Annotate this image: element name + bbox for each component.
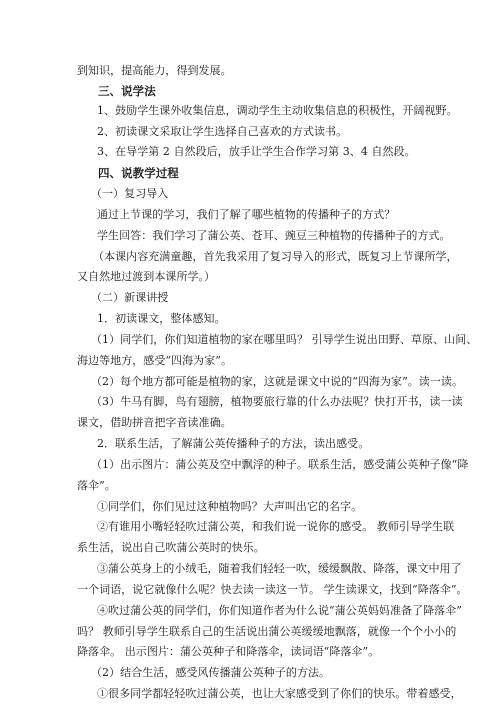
text-line: 又自然地过渡到本课所学。） — [77, 270, 216, 284]
text-line: （1）同学们，你们知道植物的家在哪里吗？ 引导学生说出田野、草原、山间、 — [91, 332, 478, 346]
text-line: 3、在导学第 2 自然段后，放手让学生合作学习第 3、4 自然段。 — [97, 145, 416, 159]
text-line: （3）牛马有脚，鸟有翅膀，植物要旅行靠的什么办法呢？快打开书，读一读 — [91, 395, 463, 409]
text-line: 吗？ 教师引导学生联系自己的生活说出蒲公英缓缓地飘落，就像一个个小小的 — [77, 624, 457, 638]
text-line: 一个词语，说它就像什么呢？快去读一读这一节。 学生读课文，找到“降落伞”。 — [77, 582, 468, 596]
section-heading-teaching-process: 四、说教学过程 — [98, 166, 179, 181]
text-line: 系生活，说出自己吹蒲公英时的快乐。 — [77, 541, 265, 555]
text-line: 2、初读课文采取让学生选择自己喜欢的方式读书。 — [97, 124, 348, 138]
text-line: 落伞”。 — [77, 478, 116, 492]
text-line: （2）每个地方都可能是植物的家，这就是课文中说的“四海为家”。读一读。 — [91, 374, 463, 388]
section-heading-study-method: 三、说学法 — [98, 83, 156, 98]
text-line: （1）出示图片：蒲公英及空中飘浮的种子。联系生活，感受蒲公英种子像“降 — [91, 457, 469, 471]
text-line: 降落伞。 出示图片：蒲公英种子和降落伞，读词语“降落伞”。 — [77, 645, 380, 659]
subsection-heading-review: （一）复习导入 — [91, 187, 169, 201]
text-line: （本课内容充满童趣，首先我采用了复习导入的形式，既复习上节课所学， — [93, 249, 458, 263]
text-line: 2．联系生活，了解蒲公英传播种子的方法，读出感受。 — [97, 437, 370, 450]
subsection-heading-new-lesson: （二）新课讲授 — [91, 291, 169, 305]
text-line: ②有谁用小嘴轻轻吹过蒲公英，和我们说一说你的感受。 教师引导学生联 — [97, 520, 455, 534]
text-line: （2）结合生活，感受风传播蒲公英种子的方法。 — [91, 666, 331, 680]
text-line: ④吹过蒲公英的同学们，你们知道作者为什么说“蒲公英妈妈准备了降落伞” — [97, 603, 462, 617]
text-line: 课文，借助拼音把字音读准确。 — [77, 416, 232, 430]
text-line: 到知识，提高能力，得到发展。 — [77, 64, 232, 77]
text-line: 学生回答：我们学习了蒲公英、苍耳、豌豆三种植物的传播种子的方式。 — [97, 228, 451, 242]
text-line: 1、鼓励学生课外收集信息，调动学生主动收集信息的积极性，开阔视野。 — [97, 103, 458, 117]
text-line: 1．初读课文，整体感知。 — [97, 312, 226, 326]
text-line: 通过上节课的学习，我们了解了哪些植物的传播种子的方式？ — [97, 207, 396, 221]
text-line: ①很多同学都轻轻吹过蒲公英，也让大家感受到了你们的快乐。带着感受， — [97, 687, 462, 700]
text-line: ③蒲公英身上的小绒毛，随着我们轻轻一吹，缓缓飘散、降落，课文中用了 — [97, 562, 462, 575]
text-line: 海边等地方，感受“四海为家”。 — [77, 353, 232, 367]
text-line: ①同学们，你们见过这种植物吗？大声叫出它的名字。 — [97, 499, 363, 513]
